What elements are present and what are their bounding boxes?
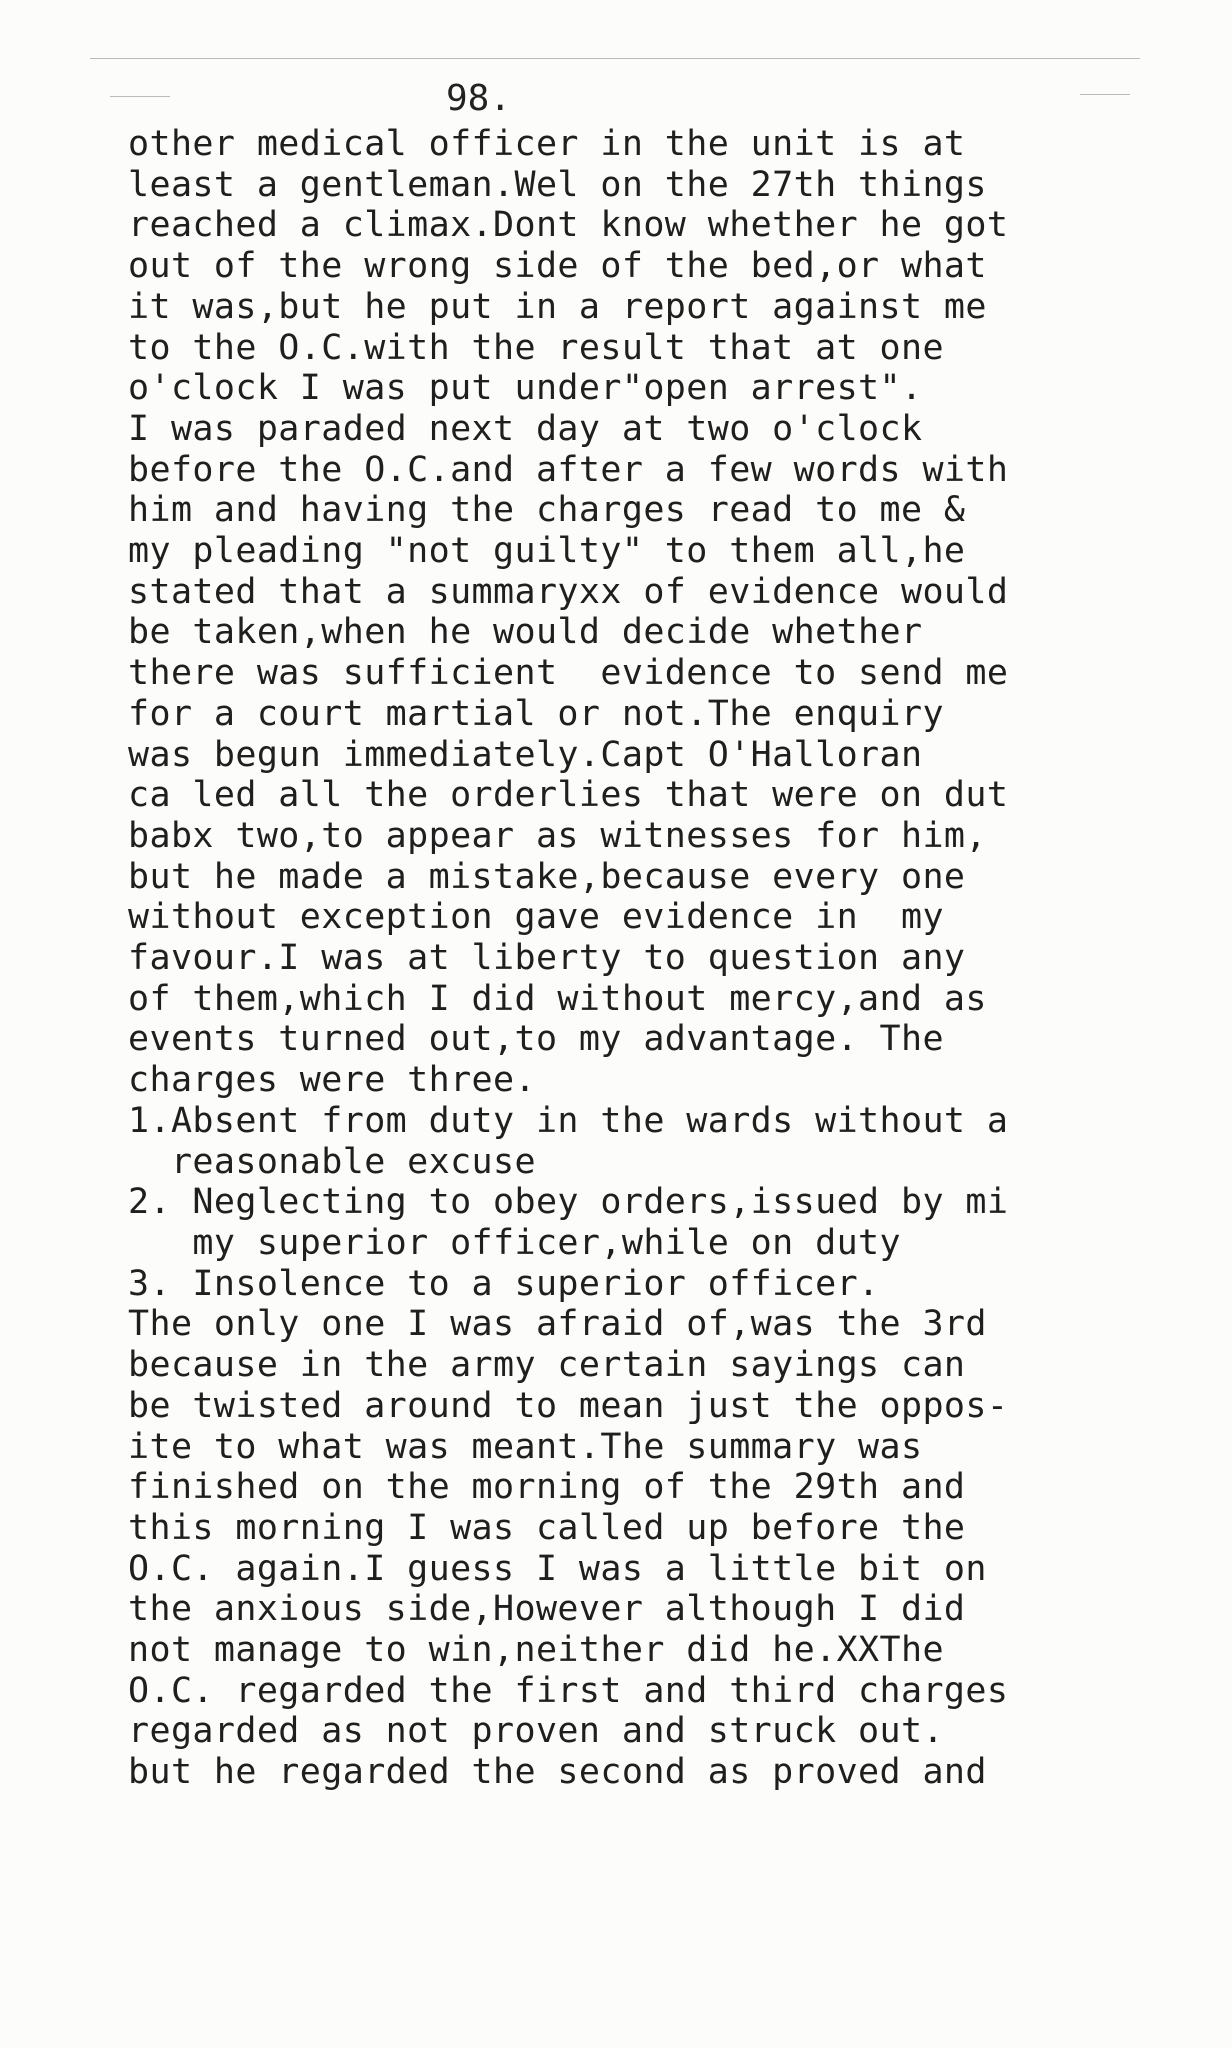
- text-line: favour.I was at liberty to question any: [128, 938, 966, 979]
- text-line: my superior officer,while on duty: [128, 1222, 901, 1263]
- text-line: but he made a mistake,because every one: [128, 856, 966, 897]
- text-line: before the O.C.and after a few words with: [128, 449, 1009, 490]
- text-line: The only one I was afraid of,was the 3rd: [128, 1304, 987, 1345]
- text-line: reasonable excuse: [128, 1141, 536, 1182]
- text-line: finished on the morning of the 29th and: [128, 1467, 966, 1508]
- text-line: stated that a summaryxx of evidence would: [128, 571, 1009, 612]
- text-line: it was,but he put in a report against me: [128, 286, 987, 327]
- text-line: be taken,when he would decide whether: [128, 612, 923, 653]
- text-line: not manage to win,neither did he.XXThe: [128, 1630, 944, 1671]
- text-line: for a court martial or not.The enquiry: [128, 693, 944, 734]
- text-line: O.C. again.I guess I was a little bit on: [128, 1548, 987, 1589]
- text-line: ca led all the orderlies that were on dut: [128, 775, 1009, 816]
- text-line: 3. Insolence to a superior officer.: [128, 1263, 880, 1304]
- text-line: events turned out,to my advantage. The: [128, 1019, 944, 1060]
- text-line: ite to what was meant.The summary was: [128, 1426, 923, 1467]
- text-line: regarded as not proven and struck out.: [128, 1711, 944, 1752]
- text-line: was begun immediately.Capt O'Halloran: [128, 734, 923, 775]
- page-number: 98.: [446, 78, 512, 119]
- text-line: there was sufficient evidence to send me: [128, 653, 1009, 694]
- text-line: out of the wrong side of the bed,or what: [128, 246, 987, 287]
- text-line: o'clock I was put under"open arrest".: [128, 368, 923, 409]
- faint-header-marks: [0, 0, 1232, 140]
- text-line: to the O.C.with the result that at one: [128, 327, 944, 368]
- text-line: I was paraded next day at two o'clock: [128, 408, 923, 449]
- typed-body: [128, 124, 1208, 1793]
- text-line: charges were three.: [128, 1060, 536, 1101]
- text-line: the anxious side,However although I did: [128, 1589, 966, 1630]
- text-line: least a gentleman.Wel on the 27th things: [128, 164, 987, 205]
- text-line: O.C. regarded the first and third charges: [128, 1670, 1009, 1711]
- text-line: other medical officer in the unit is at: [128, 124, 966, 164]
- text-line: this morning I was called up before the: [128, 1507, 966, 1548]
- text-line: but he regarded the second as proved and: [128, 1752, 987, 1793]
- text-line: be twisted around to mean just the oppos-: [128, 1385, 1009, 1426]
- text-line: without exception gave evidence in my: [128, 897, 944, 938]
- text-line: 2. Neglecting to obey orders,issued by mi: [128, 1182, 1009, 1223]
- text-line: 1.Absent from duty in the wards without a: [128, 1100, 1009, 1141]
- text-line: because in the army certain sayings can: [128, 1345, 966, 1386]
- text-line: reached a climax.Dont know whether he got: [128, 205, 1009, 246]
- text-line: my pleading "not guilty" to them all,he: [128, 531, 966, 572]
- text-line: him and having the charges read to me &: [128, 490, 966, 531]
- text-line: babx two,to appear as witnesses for him,: [128, 815, 987, 856]
- text-line: of them,which I did without mercy,and as: [128, 978, 987, 1019]
